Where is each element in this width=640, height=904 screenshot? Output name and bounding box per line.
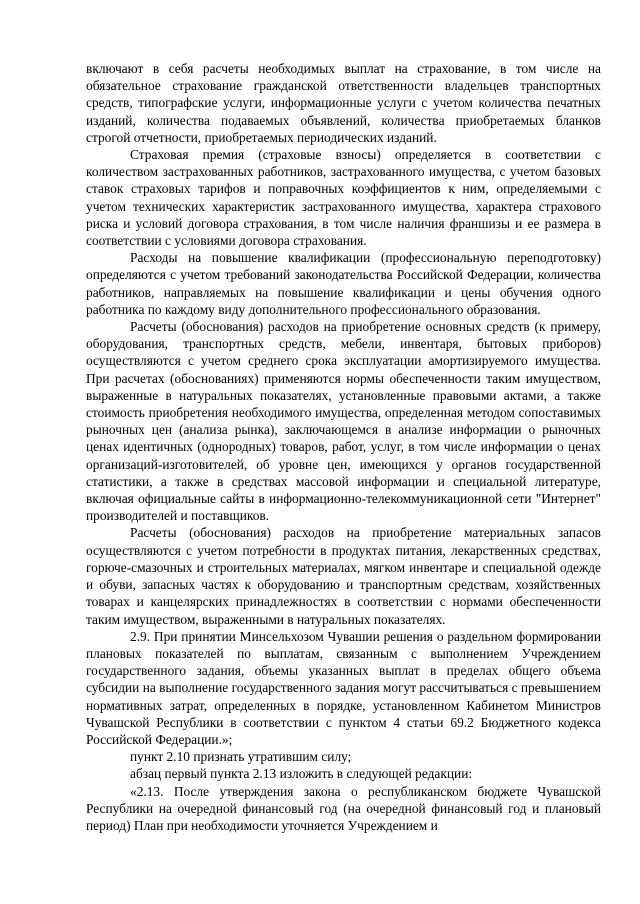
paragraph-insurance-premium: Страховая премия (страховые взносы) определяется в соответствии с количеством застрахованных работников, застрахованного имущества, с учетом базовых ставок страховых тарифов и поправочных коэффициентов к ним, определяемыми с учетом технических характеристик застрахованного имущества, характера страхового риска и условий договора страхования, в том числе наличия франшизы и ее размера в соответствии с условиями договора страхования. (86, 147, 601, 249)
paragraph-insurance-expenses-continued: включают в себя расчеты необходимых выплат на страхование, в том числе на обязательное страхование гражданской ответственности владельцев транспортных средств, типографские услуги, информационные услуги с учетом количества печатных изданий, количества подаваемых объявлений, количества приобретаемых бланков строгой отчетности, приобретаемых периодических изданий. (86, 61, 601, 145)
paragraph-qualification-expenses: Расходы на повышение квалификации (профессиональную переподготовку) определяются с учетом требований законодательства Российской Федерации, количества работников, направляемых на повышение квалификации и цены обучения одного работника по каждому виду дополнительного профессионального образования. (86, 250, 601, 317)
paragraph-clause-2-9: 2.9. При принятии Минсельхозом Чувашии решения о раздельном формировании плановых показателей по выплатам, связанным с выполнением Учреждением государственного задания, объемы указанных выплат в пределах общего объема субсидии на выполнение государственного задания могут рассчитываться с превышением нормативных затрат, определенных в порядке, установленном Кабинетом Министров Чувашской Республики в соответствии с пунктом 4 статьи 69.2 Бюджетного кодекса Российской Федерации.»; (86, 628, 602, 747)
document-page (86, 60, 601, 834)
paragraph-fixed-assets: Расчеты (обоснования) расходов на приобретение основных средств (к примеру, оборудования, транспортных средств, мебели, инвентаря, бытовых приборов) осуществляются с учетом среднего срока эксплуатации амортизируемого имущества. При расчетах (обоснованиях) применяются нормы обеспеченности таким имуществом, выраженные в натуральных показателях, установленные правовыми актами, а также стоимость приобретения необходимого имущества, определенная методом сопоставимых рыночных цен (анализа рынка), заключающемся в анализе информации о рыночных ценах идентичных (однородных) товаров, работ, услуг, в том числе информации о ценах организаций-изготовителей, об уровне цен, имеющихся у органов государственной статистики, а также в средствах массовой информации и специальной литературе, включая официальные сайты в информационно-телекоммуникационной сети "Интернет" производителей и поставщиков. (86, 319, 601, 524)
paragraph-material-stocks: Расчеты (обоснования) расходов на приобретение материальных запасов осуществляются с учетом потребности в продуктах питания, лекарственных средствах, горюче-смазочных и строительных материалах, мягком инвентаре и специальной одежде и обуви, запасных частях к оборудованию и транспортным средствам, хозяйственных товарах и канцелярских принадлежностях в соответствии с нормами обеспеченности таким имуществом, выраженными в натуральных показателях. (86, 525, 601, 627)
paragraph-clause-2-13-text: «2.13. После утверждения закона о республиканском бюджете Чувашской Республики на очередной финансовый год (на очередной финансовый год и плановый период) План при необходимости уточняется Учреждением и (86, 783, 601, 833)
paragraph-clause-2-10-repeal: пункт 2.10 признать утратившим силу; (130, 749, 352, 765)
paragraph-clause-2-13-intro: абзац первый пункта 2.13 изложить в следующей редакции: (130, 766, 473, 782)
